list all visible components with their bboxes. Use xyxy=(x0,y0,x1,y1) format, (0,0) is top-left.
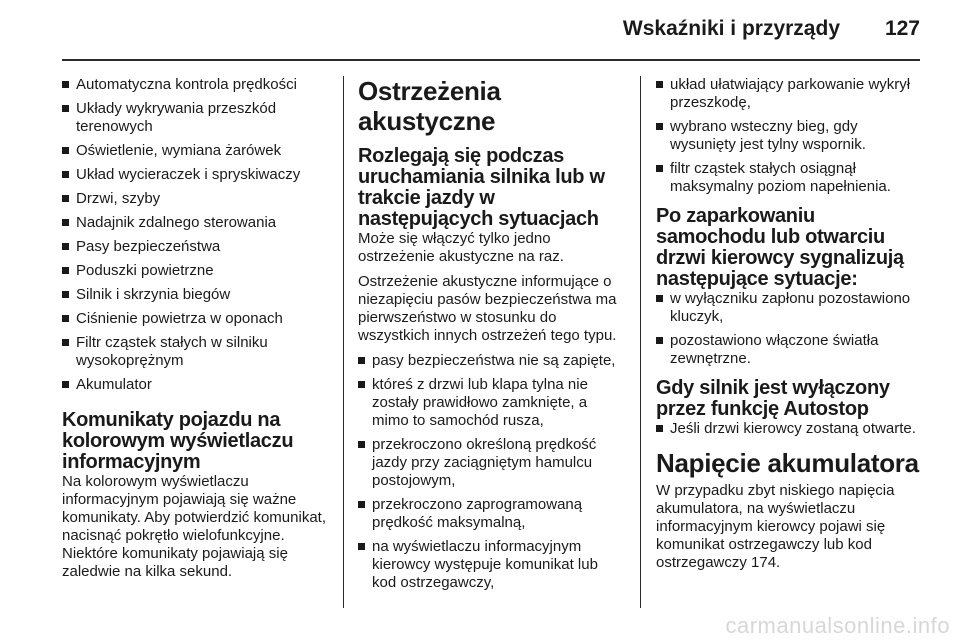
list-item: Układ wycieraczek i spryskiwaczy xyxy=(62,166,330,184)
list-item: Pasy bezpieczeństwa xyxy=(62,238,330,256)
section-title: Wskaźniki i przyrządy xyxy=(622,17,840,40)
header-divider xyxy=(62,59,920,61)
column-1 xyxy=(62,76,330,581)
column-3 xyxy=(656,76,920,572)
acoustic-warnings-list xyxy=(358,352,626,592)
after-parking-heading: Po zaparkowaniu samochodu lub otwarciu drzwi kierowcy sygnalizują następujące sytuacje: xyxy=(656,205,904,290)
vehicle-messages-paragraph: Na kolorowym wyświetlaczu informacyjnym pojawiają się ważne komunikaty. Aby potwierdzić komunikat, nacisnąć pokrętło wielofunkcyjne. Niektóre komunikaty pojawiają się zaledwie na kilka sekund. xyxy=(62,473,327,580)
list-item: pozostawiono włączone światła zewnętrzne. xyxy=(656,332,920,368)
column-2 xyxy=(358,76,626,598)
page-header xyxy=(0,0,960,60)
autostop-list xyxy=(656,420,920,438)
acoustic-warnings-para-1: Może się włączyć tylko jedno ostrzeżenie akustyczne na raz. xyxy=(358,230,564,265)
after-parking-list xyxy=(656,290,920,368)
list-item: któreś z drzwi lub klapa tylna nie zostały prawidłowo zamknięte, a mimo to samochód rusza, xyxy=(358,376,626,430)
list-item: Automatyczna kontrola prędkości xyxy=(62,76,330,94)
list-item: Ciśnienie powietrza w oponach xyxy=(62,310,330,328)
column-divider-1 xyxy=(343,76,344,608)
list-item: Jeśli drzwi kierowcy zostaną otwarte. xyxy=(656,420,920,438)
list-item: przekroczono zaprogramowaną prędkość maksymalną, xyxy=(358,496,626,532)
list-item: Drzwi, szyby xyxy=(62,190,330,208)
vehicle-messages-heading: Komunikaty pojazdu na kolorowym wyświetlaczu informacyjnym xyxy=(62,409,294,473)
page-number: 127 xyxy=(884,17,920,40)
list-item: pasy bezpieczeństwa nie są zapięte, xyxy=(358,352,626,370)
list-item: Akumulator xyxy=(62,376,330,394)
acoustic-warnings-para-2: Ostrzeżenie akustyczne informujące o niezapięciu pasów bezpieczeństwa ma pierwszeństwo w stosunku do wszystkich innych ostrzeżeń tego typu. xyxy=(358,273,617,344)
column-divider-2 xyxy=(640,76,641,608)
list-item: Nadajnik zdalnego sterowania xyxy=(62,214,330,232)
list-item: filtr cząstek stałych osiągnął maksymalny poziom napełnienia. xyxy=(656,160,920,196)
list-item: Poduszki powietrzne xyxy=(62,262,330,280)
autostop-heading: Gdy silnik jest wyłączony przez funkcję Autostop xyxy=(656,377,890,420)
battery-voltage-paragraph: W przypadku zbyt niskiego napięcia akumulatora, na wyświetlaczu informacyjnym kierowcy pojawi się komunikat ostrzegawczy lub kod ostrzegawczy 174. xyxy=(656,482,895,571)
acoustic-warnings-title: Ostrzeżenia akustyczne xyxy=(358,76,501,136)
list-item: Oświetlenie, wymiana żarówek xyxy=(62,142,330,160)
list-item: w wyłączniku zapłonu pozostawiono kluczyk, xyxy=(656,290,920,326)
list-item: układ ułatwiający parkowanie wykrył przeszkodę, xyxy=(656,76,920,112)
acoustic-warnings-list-continued xyxy=(656,76,920,196)
acoustic-warnings-subheading: Rozlegają się podczas uruchamiania silnika lub w trakcie jazdy w następujących sytuacjach xyxy=(358,145,605,230)
list-item: Układy wykrywania przeszkód terenowych xyxy=(62,100,330,136)
watermark: carmanualsonline.info xyxy=(725,613,950,638)
list-item: Silnik i skrzynia biegów xyxy=(62,286,330,304)
list-item: przekroczono określoną prędkość jazdy przy zaciągniętym hamulcu postojowym, xyxy=(358,436,626,490)
list-item: Filtr cząstek stałych w silniku wysokoprężnym xyxy=(62,334,330,370)
topics-list xyxy=(62,76,330,394)
list-item: wybrano wsteczny bieg, gdy wysunięty jest tylny wspornik. xyxy=(656,118,920,154)
battery-voltage-title: Napięcie akumulatora xyxy=(656,448,919,478)
list-item: na wyświetlaczu informacyjnym kierowcy występuje komunikat lub kod ostrzegawczy, xyxy=(358,538,626,592)
